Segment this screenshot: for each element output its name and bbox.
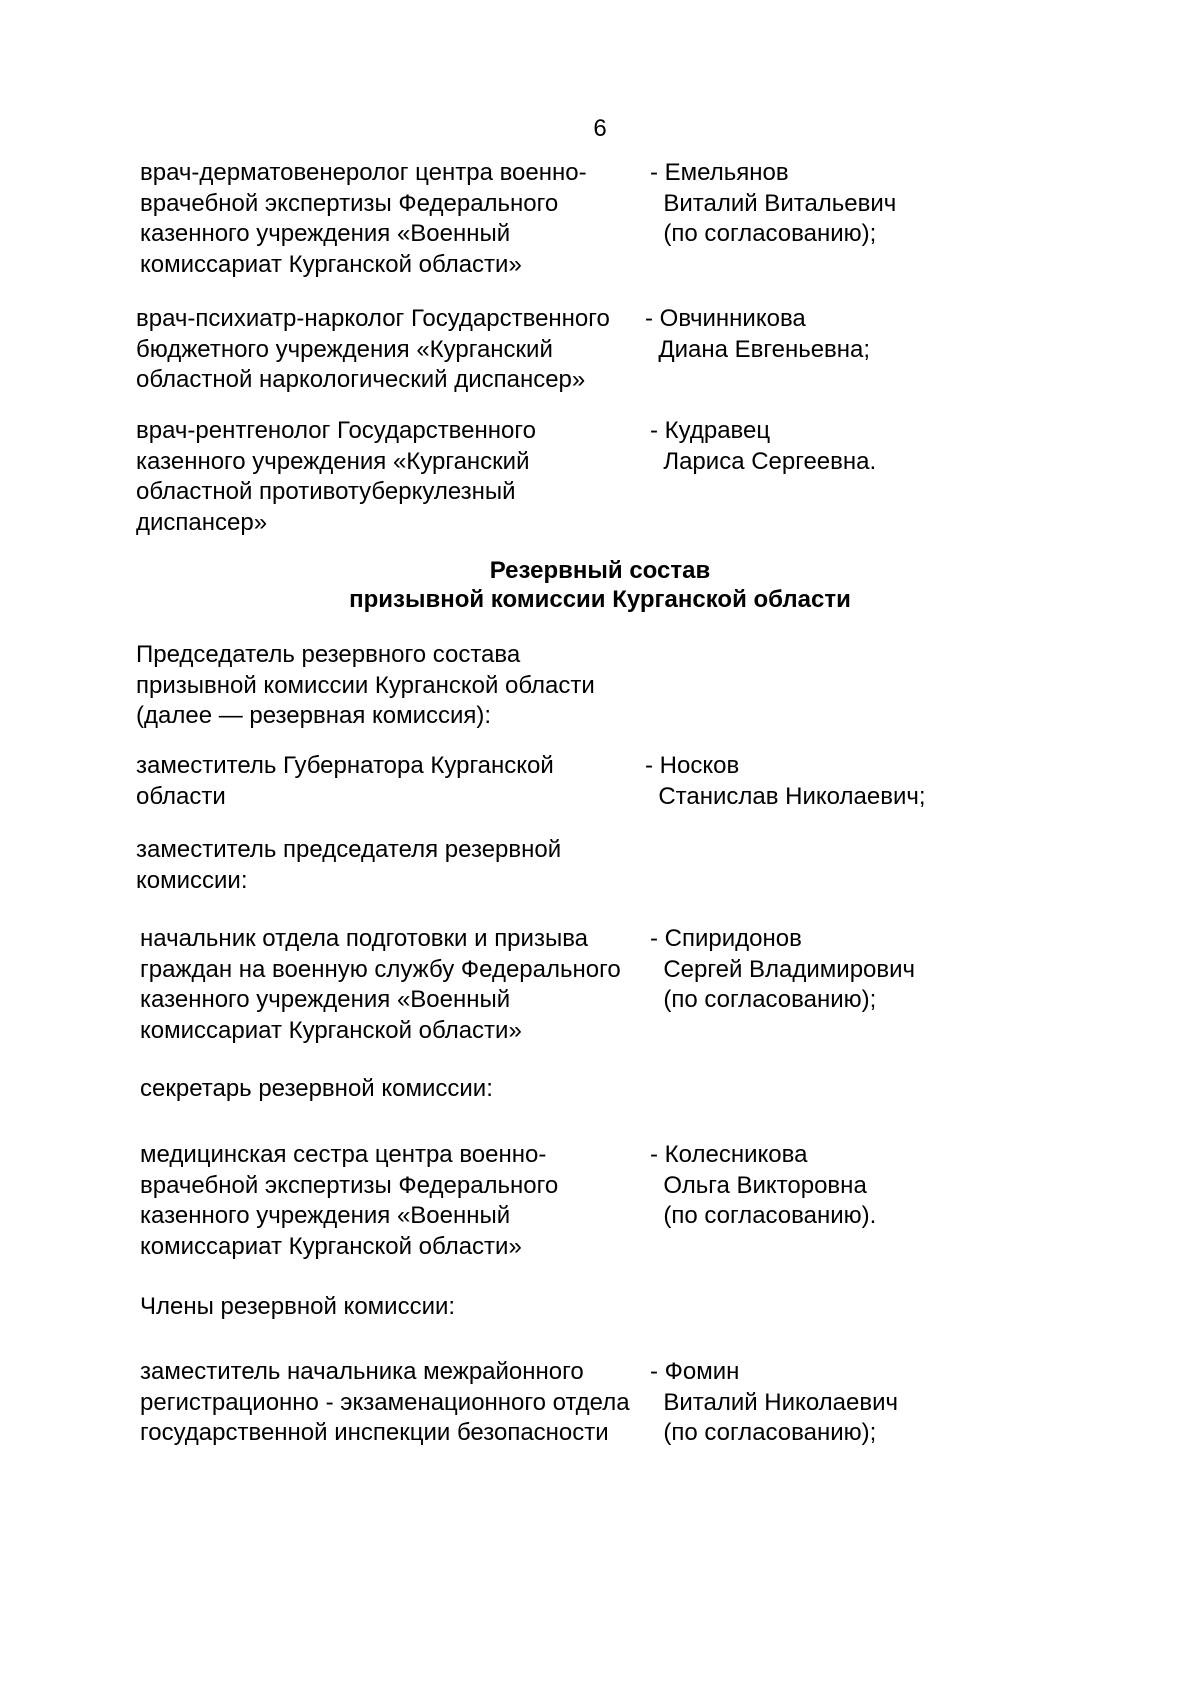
entry-person-emelyanov: - Емельянов Виталий Витальевич (по согласованию); [650, 159, 897, 247]
entry-person-kudravets: - Кудравец Лариса Сергеевна. [650, 417, 877, 475]
entry-position-radiologist: врач-рентгенолог Государственного казенного учреждения «Курганский областной противотуберкулезный диспансер» [136, 417, 536, 536]
section-heading-line1: Резервный состав [489, 557, 711, 584]
secretary-person: - Колесникова Ольга Викторовна (по согласованию). [650, 1141, 877, 1229]
section-heading-line2: призывной комиссии Курганской области [349, 586, 851, 613]
page-number: 6 [593, 115, 607, 142]
entry-position-dermatovenerologist: врач-дерматовенеролог центра военно- врачебной экспертизы Федерального казенного учреждения «Военный комиссариат Курганской области» [140, 159, 587, 278]
entry-person-ovchinnikova: - Овчинникова Диана Евгеньевна; [645, 305, 871, 363]
member-person: - Фомин Виталий Николаевич (по согласованию); [650, 1358, 898, 1446]
deputy-person: - Спиридонов Сергей Владимирович (по согласованию); [650, 925, 916, 1013]
chairman-label: Председатель резервного состава призывной комиссии Курганской области (далее — резервная комиссия): [136, 641, 595, 729]
members-label: Члены резервной комиссии: [140, 1293, 456, 1320]
member-position: заместитель начальника межрайонного регистрационно - экзаменационного отдела государственной инспекции безопасности [140, 1358, 630, 1446]
entry-position-psychiatrist-narcologist: врач-психиатр-нарколог Государственного бюджетного учреждения «Курганский областной наркологический диспансер» [136, 305, 610, 393]
secretary-position: медицинская сестра центра военно- врачебной экспертизы Федерального казенного учреждения «Военный комиссариат Курганской области» [140, 1141, 559, 1260]
deputy-position: начальник отдела подготовки и призыва граждан на военную службу Федерального казенного учреждения «Военный комиссариат Курганской области» [140, 925, 621, 1044]
chairman-person: - Носков Станислав Николаевич; [645, 752, 926, 810]
secretary-label: секретарь резервной комиссии: [140, 1075, 493, 1102]
deputy-label: заместитель председателя резервной комиссии: [136, 836, 562, 894]
chairman-position: заместитель Губернатора Курганской области [136, 752, 554, 810]
